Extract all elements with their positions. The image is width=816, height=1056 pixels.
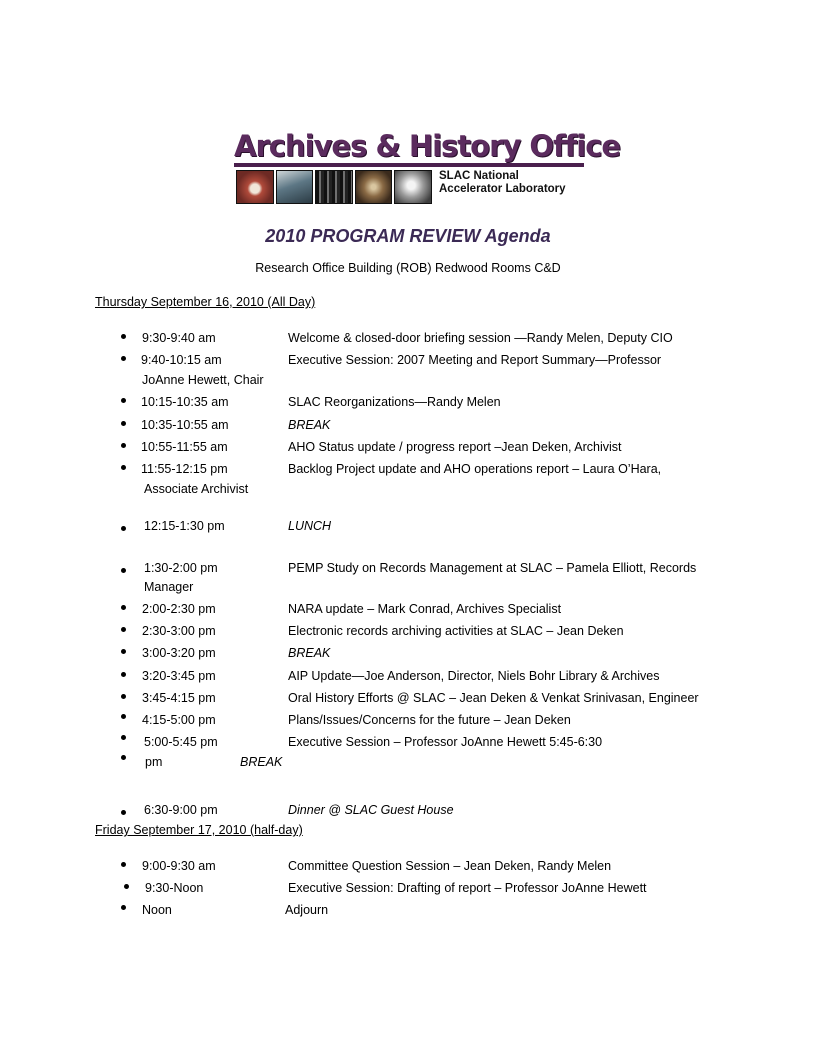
logo-title: Archives & History Office	[234, 129, 621, 163]
agenda-description: Committee Question Session – Jean Deken, Randy Melen	[288, 859, 612, 873]
bullet-icon	[121, 862, 126, 867]
agenda-description: BREAK	[288, 418, 331, 432]
agenda-item	[0, 669, 816, 687]
logo-rule	[234, 163, 584, 167]
bullet-icon	[121, 443, 126, 448]
agenda-description: Adjourn	[285, 903, 329, 917]
bullet-icon	[121, 810, 126, 815]
agenda-item	[0, 462, 816, 480]
logo-subtitle	[439, 170, 566, 196]
agenda-item	[0, 418, 816, 436]
agenda-description: LUNCH	[288, 519, 332, 533]
bullet-icon	[121, 714, 126, 719]
agenda-description-continued: Manager	[144, 580, 194, 594]
bullet-icon	[121, 627, 126, 632]
agenda-item	[0, 624, 816, 642]
agenda-item	[0, 755, 816, 773]
meeting-location: Research Office Building (ROB) Redwood Rooms C&D	[255, 261, 561, 275]
agenda-item	[0, 331, 816, 349]
agenda-time: 9:40-10:15 am	[141, 353, 222, 367]
agenda-time: 1:30-2:00 pm	[144, 561, 218, 575]
logo-photo-2	[276, 170, 314, 204]
bullet-icon	[121, 526, 126, 531]
agenda-time: 3:00-3:20 pm	[142, 646, 216, 660]
agenda-time: 11:55-12:15 pm	[141, 462, 228, 476]
agenda-description: Plans/Issues/Concerns for the future – Jean Deken	[288, 713, 571, 727]
agenda-time: 5:00-5:45 pm	[144, 735, 218, 749]
bullet-icon	[121, 421, 126, 426]
logo-photo-1	[236, 170, 274, 204]
agenda-item	[0, 353, 816, 371]
agenda-item	[0, 561, 816, 579]
agenda-time: pm	[145, 755, 163, 769]
bullet-icon	[121, 465, 126, 470]
day1-heading: Thursday September 16, 2010 (All Day)	[95, 295, 316, 309]
agenda-description: PEMP Study on Records Management at SLAC – Pamela Elliott, Records	[288, 561, 697, 575]
agenda-description-continued: Associate Archivist	[144, 482, 249, 496]
logo-photo-5	[394, 170, 432, 204]
agenda-item	[0, 395, 816, 413]
agenda-description: AIP Update—Joe Anderson, Director, Niels Bohr Library & Archives	[288, 669, 660, 683]
bullet-icon	[121, 649, 126, 654]
agenda-item	[0, 602, 816, 620]
agenda-item	[0, 691, 816, 709]
agenda-item	[0, 859, 816, 877]
agenda-item	[0, 646, 816, 664]
agenda-time: 10:15-10:35 am	[141, 395, 229, 409]
logo-subtitle-line2: Accelerator Laboratory	[439, 183, 566, 195]
agenda-time: 6:30-9:00 pm	[144, 803, 218, 817]
agenda-item	[0, 903, 816, 921]
agenda-time: 4:15-5:00 pm	[142, 713, 216, 727]
agenda-description: Welcome & closed-door briefing session —Randy Melen, Deputy CIO	[288, 331, 673, 345]
agenda-time: 9:30-9:40 am	[142, 331, 216, 345]
agenda-description: SLAC Reorganizations—Randy Melen	[288, 395, 501, 409]
bullet-icon	[121, 694, 126, 699]
agenda-time: 2:00-2:30 pm	[142, 602, 216, 616]
logo-subtitle-line1: SLAC National	[439, 170, 519, 182]
agenda-description: Backlog Project update and AHO operations report – Laura O’Hara,	[288, 462, 662, 476]
bullet-icon	[121, 568, 126, 573]
agenda-description: Electronic records archiving activities at SLAC – Jean Deken	[288, 624, 624, 638]
agenda-time: 2:30-3:00 pm	[142, 624, 216, 638]
agenda-description-continued: JoAnne Hewett, Chair	[142, 373, 264, 387]
bullet-icon	[124, 884, 129, 889]
agenda-item	[0, 713, 816, 731]
agenda-time: 10:55-11:55 am	[141, 440, 228, 454]
bullet-icon	[121, 356, 126, 361]
agenda-description: Executive Session – Professor JoAnne Hewett 5:45-6:30	[288, 735, 603, 749]
agenda-time: 3:20-3:45 pm	[142, 669, 216, 683]
agenda-time: 3:45-4:15 pm	[142, 691, 216, 705]
logo-photo-4	[355, 170, 393, 204]
agenda-time: 10:35-10:55 am	[141, 418, 229, 432]
agenda-time: Noon	[142, 903, 172, 917]
page-title: 2010 PROGRAM REVIEW Agenda	[265, 226, 551, 246]
bullet-icon	[121, 905, 126, 910]
bullet-icon	[121, 735, 126, 740]
bullet-icon	[121, 334, 126, 339]
agenda-description: Oral History Efforts @ SLAC – Jean Deken & Venkat Srinivasan, Engineer	[288, 691, 699, 705]
logo-photo-3	[315, 170, 353, 204]
agenda-description: NARA update – Mark Conrad, Archives Specialist	[288, 602, 562, 616]
agenda-time: 12:15-1:30 pm	[144, 519, 225, 533]
agenda-description: AHO Status update / progress report –Jean Deken, Archivist	[288, 440, 622, 454]
day2-heading: Friday September 17, 2010 (half-day)	[95, 823, 303, 837]
logo-photo-strip	[236, 170, 432, 204]
agenda-description: Executive Session: Drafting of report – Professor JoAnne Hewett	[288, 881, 647, 895]
agenda-description: Executive Session: 2007 Meeting and Report Summary—Professor	[288, 353, 662, 367]
agenda-time: 9:30-Noon	[145, 881, 204, 895]
bullet-icon	[121, 605, 126, 610]
agenda-description: BREAK	[288, 646, 331, 660]
agenda-item	[0, 803, 816, 821]
agenda-description: Dinner @ SLAC Guest House	[288, 803, 454, 817]
agenda-item	[0, 881, 816, 899]
bullet-icon	[121, 755, 126, 760]
agenda-item	[0, 519, 816, 537]
agenda-item	[0, 440, 816, 458]
bullet-icon	[121, 672, 126, 677]
bullet-icon	[121, 398, 126, 403]
agenda-description: BREAK	[240, 755, 283, 769]
archives-history-office-logo	[234, 126, 621, 204]
agenda-item	[0, 735, 816, 753]
agenda-time: 9:00-9:30 am	[142, 859, 216, 873]
